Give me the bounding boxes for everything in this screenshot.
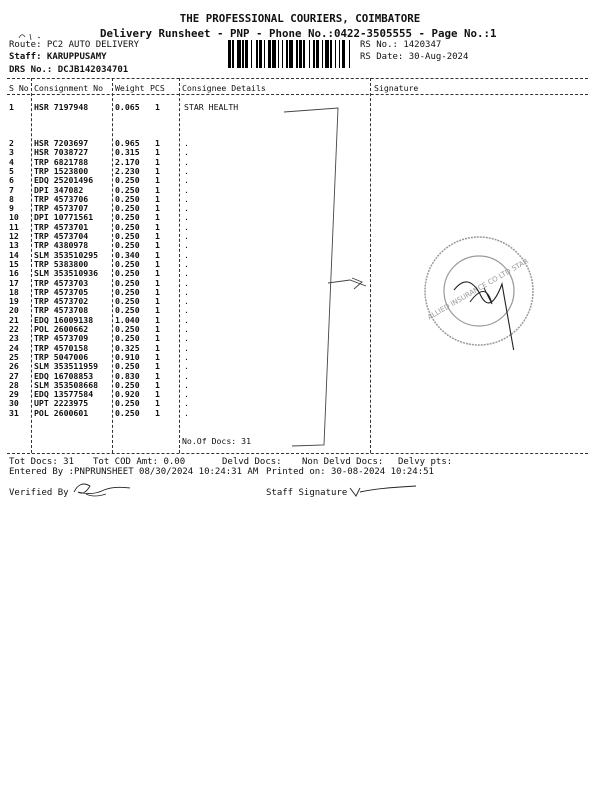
row-weight: 0.250 [115, 361, 140, 372]
tot-cod: Tot COD Amt: 0.00 [93, 457, 186, 467]
row-pcs: 1 [155, 184, 160, 195]
row-consignee: . [184, 184, 189, 195]
row-consignee: . [184, 407, 189, 418]
table-top-rule [7, 78, 588, 79]
row-weight: 0.250 [115, 277, 140, 288]
row-weight: 1.040 [115, 314, 140, 325]
row-consignee: . [184, 361, 189, 372]
row-consignment-no: EDQ 25201496 [34, 175, 94, 186]
row-consignee: . [184, 398, 189, 409]
row-pcs: 1 [155, 102, 160, 112]
row-pcs: 1 [155, 342, 160, 353]
col-header-signature: Signature [374, 83, 419, 93]
row-weight: 0.250 [115, 407, 140, 418]
row-consignment-no: TRP 4573707 [34, 203, 89, 214]
row-consignment-no: TRP 5383800 [34, 258, 89, 269]
row-pcs: 1 [155, 398, 160, 409]
row-pcs: 1 [155, 147, 160, 158]
row-consignee: . [184, 370, 189, 381]
row-sno: 27 [9, 370, 19, 381]
delvy-pts: Delvy pts: [398, 457, 453, 467]
row-sno: 16 [9, 268, 19, 279]
col-header-sno: S No [9, 83, 29, 93]
row-consignment-no: HSR 7038727 [34, 147, 89, 158]
row-consignment-no: HSR 7203697 [34, 138, 89, 148]
table-bottom-rule [7, 453, 588, 454]
row-consignee: . [184, 138, 189, 148]
row-sno: 18 [9, 286, 19, 297]
row-consignee: . [184, 193, 189, 204]
row-sno: 6 [9, 175, 14, 186]
row-sno: 20 [9, 305, 19, 316]
row-pcs: 1 [155, 175, 160, 186]
row-pcs: 1 [155, 212, 160, 223]
row-consignment-no: POL 2600662 [34, 324, 89, 334]
row-consignee: . [184, 240, 189, 251]
row-sno: 11 [9, 221, 19, 232]
row-pcs: 1 [155, 231, 160, 241]
col-header-weight: Weight [115, 83, 145, 93]
row-weight: 2.170 [115, 156, 140, 167]
row-sno: 13 [9, 240, 19, 251]
row-consignee: . [184, 203, 189, 214]
row-sno: 22 [9, 324, 19, 334]
row-consignee: . [184, 277, 189, 288]
row-pcs: 1 [155, 156, 160, 167]
runsheet-title: Delivery Runsheet - PNP - Phone No.:0422-3505555 - Page No.:1 [100, 27, 497, 40]
row-weight: 0.325 [115, 342, 140, 353]
row-consignee: STAR HEALTH [184, 102, 239, 112]
row-weight: 0.250 [115, 379, 140, 390]
row-weight: 0.250 [115, 258, 140, 269]
row-consignment-no: EDQ 16009138 [34, 314, 94, 325]
row-consignment-no: TRP 4573704 [34, 231, 89, 241]
row-sno: 25 [9, 351, 19, 362]
row-consignee: . [184, 342, 189, 353]
row-weight: 0.250 [115, 398, 140, 409]
delvd-docs: Delvd Docs: [222, 457, 282, 467]
row-sno: 12 [9, 231, 19, 241]
row-sno: 2 [9, 138, 14, 148]
row-consignment-no: EDQ 13577584 [34, 389, 94, 400]
row-pcs: 1 [155, 240, 160, 251]
row-sno: 9 [9, 203, 14, 214]
printed-on: Printed on: 30-08-2024 10:24:51 [266, 467, 434, 477]
row-pcs: 1 [155, 286, 160, 297]
row-sno: 1 [9, 102, 14, 112]
row-sno: 28 [9, 379, 19, 390]
row-consignee: . [184, 212, 189, 223]
row-consignee: . [184, 333, 189, 344]
row-weight: 0.250 [115, 203, 140, 214]
row-sno: 5 [9, 165, 14, 176]
row-weight: 0.250 [115, 296, 140, 307]
row-weight: 0.250 [115, 333, 140, 344]
row-weight: 0.250 [115, 268, 140, 279]
row-consignee: . [184, 165, 189, 176]
non-delvd-docs: Non Delvd Docs: [302, 457, 384, 467]
row-weight: 0.250 [115, 240, 140, 251]
row-consignment-no: POL 2600601 [34, 407, 89, 418]
row-sno: 8 [9, 193, 14, 204]
verifier-signature [70, 478, 134, 500]
table-header-rule [7, 94, 588, 95]
row-pcs: 1 [155, 203, 160, 214]
row-consignment-no: TRP 1523800 [34, 165, 89, 176]
row-consignee: . [184, 147, 189, 158]
row-weight: 0.250 [115, 212, 140, 223]
row-pcs: 1 [155, 165, 160, 176]
row-consignment-no: EDQ 16708853 [34, 370, 94, 381]
row-consignment-no: SLM 353511959 [34, 361, 99, 372]
row-consignment-no: TRP 6821788 [34, 156, 89, 167]
row-sno: 17 [9, 277, 19, 288]
row-consignment-no: TRP 5047006 [34, 351, 89, 362]
company-title: THE PROFESSIONAL COURIERS, COIMBATORE [179, 12, 421, 25]
entered-by: Entered By :PNPRUNSHEET 08/30/2024 10:24:31 AM [9, 467, 259, 477]
row-sno: 21 [9, 314, 19, 325]
staff-signature-label: Staff Signature [266, 488, 348, 498]
row-consignment-no: TRP 4573701 [34, 221, 89, 232]
row-consignment-no: DPI 10771561 [34, 212, 94, 223]
no-of-docs: No.Of Docs: 31 [182, 436, 252, 446]
row-consignee: . [184, 324, 189, 334]
col-header-consignee: Consignee Details [182, 83, 266, 93]
row-pcs: 1 [155, 361, 160, 372]
row-weight: 0.250 [115, 193, 140, 204]
row-consignment-no: DPI 347082 [34, 184, 84, 195]
row-weight: 0.830 [115, 370, 140, 381]
row-consignee: . [184, 286, 189, 297]
row-pcs: 1 [155, 249, 160, 260]
company-stamp [420, 232, 538, 350]
row-consignment-no: UPT 2223975 [34, 398, 89, 409]
row-consignment-no: SLM 353510295 [34, 249, 99, 260]
barcode-bar [350, 40, 351, 68]
route-label: Route: PC2 AUTO DELIVERY [9, 40, 140, 50]
row-pcs: 1 [155, 296, 160, 307]
row-sno: 7 [9, 184, 14, 195]
row-consignment-no: TRP 4380978 [34, 240, 89, 251]
row-weight: 0.920 [115, 389, 140, 400]
stamp-text: ALLIED INSURANCE CO LTD STAR [426, 257, 530, 322]
row-pcs: 1 [155, 333, 160, 344]
row-consignee: . [184, 258, 189, 269]
col-header-pcs: PCS [150, 83, 165, 93]
row-sno: 14 [9, 249, 19, 260]
row-sno: 29 [9, 389, 19, 400]
row-consignee: . [184, 156, 189, 167]
row-consignment-no: TRP 4573702 [34, 296, 89, 307]
row-sno: 3 [9, 147, 14, 158]
row-weight: 0.250 [115, 324, 140, 334]
row-sno: 23 [9, 333, 19, 344]
row-consignment-no: TRP 4573703 [34, 277, 89, 288]
row-consignment-no: HSR 7197948 [34, 102, 89, 112]
row-weight: 0.250 [115, 305, 140, 316]
row-weight: 0.340 [115, 249, 140, 260]
drs-number: DRS No.: DCJB142034701 [9, 65, 129, 75]
handwritten-bracket [280, 100, 380, 450]
row-consignment-no: TRP 4573706 [34, 193, 89, 204]
row-consignee: . [184, 305, 189, 316]
row-pcs: 1 [155, 268, 160, 279]
row-consignment-no: TRP 4570158 [34, 342, 89, 353]
col-header-consignment: Consignment No [34, 83, 104, 93]
staff-signature [348, 482, 422, 500]
row-pcs: 1 [155, 193, 160, 204]
tot-docs: Tot Docs: 31 [9, 457, 75, 467]
row-pcs: 1 [155, 370, 160, 381]
row-consignee: . [184, 231, 189, 241]
row-consignee: . [184, 175, 189, 186]
row-weight: 0.965 [115, 138, 140, 148]
row-weight: 0.250 [115, 221, 140, 232]
row-pcs: 1 [155, 324, 160, 334]
row-pcs: 1 [155, 389, 160, 400]
row-weight: 0.065 [115, 102, 140, 112]
rs-number: RS No.: 1420347 [360, 40, 442, 50]
row-weight: 0.910 [115, 351, 140, 362]
row-sno: 24 [9, 342, 19, 353]
staff-label: Staff: KARUPPUSAMY [9, 52, 107, 62]
row-sno: 31 [9, 407, 19, 418]
row-consignment-no: SLM 353508668 [34, 379, 99, 390]
barcode [228, 40, 352, 68]
row-pcs: 1 [155, 407, 160, 418]
row-pcs: 1 [155, 138, 160, 148]
row-weight: 0.315 [115, 147, 140, 158]
row-pcs: 1 [155, 258, 160, 269]
row-weight: 0.250 [115, 175, 140, 186]
row-consignee: . [184, 351, 189, 362]
row-sno: 30 [9, 398, 19, 409]
row-pcs: 1 [155, 221, 160, 232]
handwritten-mark [16, 28, 56, 44]
row-consignee: . [184, 268, 189, 279]
verified-by: Verified By [9, 488, 69, 498]
row-consignee: . [184, 296, 189, 307]
row-pcs: 1 [155, 351, 160, 362]
row-weight: 0.250 [115, 231, 140, 241]
row-weight: 0.250 [115, 286, 140, 297]
row-consignee: . [184, 221, 189, 232]
row-pcs: 1 [155, 305, 160, 316]
row-consignee: . [184, 314, 189, 325]
row-consignment-no: SLM 353510936 [34, 268, 99, 279]
row-consignment-no: TRP 4573709 [34, 333, 89, 344]
row-sno: 26 [9, 361, 19, 372]
row-weight: 2.230 [115, 165, 140, 176]
row-consignment-no: TRP 4573708 [34, 305, 89, 316]
row-sno: 10 [9, 212, 19, 223]
row-consignee: . [184, 379, 189, 390]
row-consignment-no: TRP 4573705 [34, 286, 89, 297]
row-pcs: 1 [155, 277, 160, 288]
row-sno: 4 [9, 156, 14, 167]
row-sno: 19 [9, 296, 19, 307]
rs-date: RS Date: 30-Aug-2024 [360, 52, 469, 62]
row-pcs: 1 [155, 314, 160, 325]
row-sno: 15 [9, 258, 19, 269]
row-pcs: 1 [155, 379, 160, 390]
row-consignee: . [184, 249, 189, 260]
row-weight: 0.250 [115, 184, 140, 195]
row-consignee: . [184, 389, 189, 400]
